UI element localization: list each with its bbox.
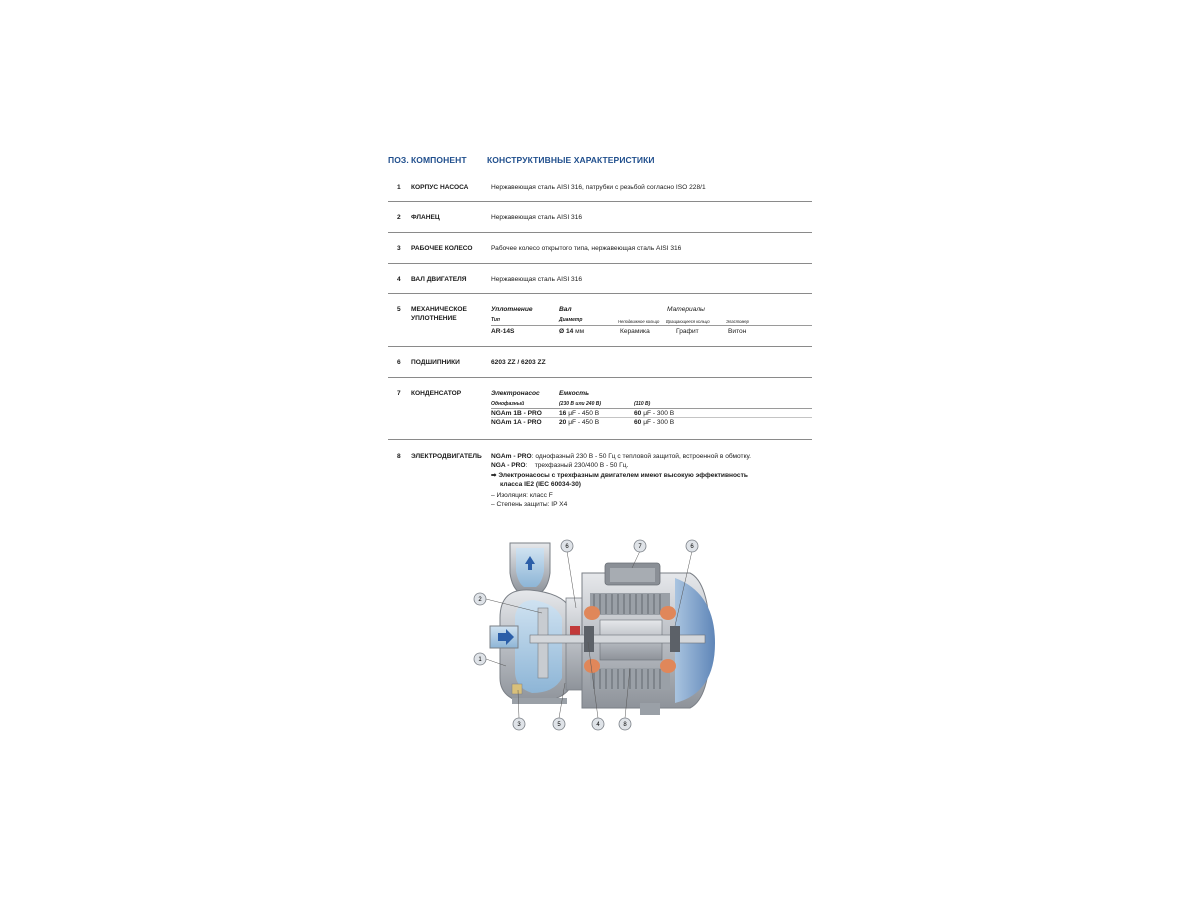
- motor-line-1-model: NGAm - PRO: [491, 453, 532, 460]
- row-component: РАБОЧЕЕ КОЛЕСО: [411, 245, 473, 252]
- row-component: ФЛАНЕЦ: [411, 214, 440, 221]
- motor-line-2-model: NGA - PRO: [491, 462, 526, 469]
- motor-line-1: [491, 452, 751, 461]
- seal-sub-rotating-ring: Вращающееся кольцо: [666, 319, 710, 324]
- callout-label: 5: [557, 722, 561, 728]
- seal-subheader-rule: [491, 325, 812, 326]
- callout-label: 6: [565, 544, 569, 550]
- seal-type: AR-14S: [491, 328, 515, 335]
- motor-note-text-1: Электронасосы с трехфазным двигателем имеют высокую эффективность: [498, 472, 748, 479]
- pump-cutaway-diagram: [470, 538, 720, 738]
- cap-c2-value: 60: [634, 419, 642, 426]
- row-component: КОРПУС НАСОСА: [411, 184, 469, 191]
- divider: [388, 263, 812, 264]
- bearing-rear: [670, 626, 680, 652]
- row-8: [388, 452, 812, 512]
- seal-sub-elastomer: Эластомер: [726, 319, 749, 324]
- row-number: 1: [397, 184, 401, 191]
- seal-col-seal: Уплотнение: [491, 306, 533, 313]
- callout-label: 1: [478, 657, 482, 663]
- header-characteristics: КОНСТРУКТИВНЫЕ ХАРАКТЕРИСТИКИ: [487, 155, 655, 165]
- cap-c1-unit: μF - 450 В: [568, 410, 600, 417]
- header-component: КОМПОНЕНТ: [411, 155, 467, 165]
- seal-sub-fixed-ring: Неподвижное кольцо: [618, 319, 660, 324]
- cap-model: NGAm 1A - PRO: [491, 419, 542, 426]
- divider: [388, 346, 812, 347]
- row-5: [388, 305, 812, 345]
- row-component-line2: УПЛОТНЕНИЕ: [411, 315, 457, 322]
- callout-label: 8: [623, 722, 627, 728]
- cap-col-pump: Электронасос: [491, 390, 540, 397]
- row-description: Рабочее колесо открытого типа, нержавеющая сталь AISI 316: [491, 245, 682, 252]
- row-description: Нержавеющая сталь AISI 316, патрубки с резьбой согласно ISO 228/1: [491, 184, 706, 191]
- row-number: 3: [397, 245, 401, 252]
- seal-sub-diameter: Диаметр: [559, 317, 583, 323]
- row-component: ВАЛ ДВИГАТЕЛЯ: [411, 276, 467, 283]
- callout-label: 6: [690, 544, 694, 550]
- row-number: 2: [397, 214, 401, 221]
- pump-body: [490, 590, 570, 704]
- seal-sub-type: Тип: [491, 317, 500, 323]
- row-number: 6: [397, 359, 401, 366]
- motor-line-1-text: : однофазный 230 В - 50 Гц с тепловой защитой, встроенной в обмотку.: [531, 453, 752, 460]
- motor-note-line-2: класса IE2 (IEC 60034-30): [500, 481, 581, 488]
- row-number: 7: [397, 390, 401, 397]
- cap-c2-unit: μF - 300 В: [643, 410, 675, 417]
- row-number: 5: [397, 306, 401, 313]
- seal-diameter-unit: мм: [575, 328, 585, 335]
- seal-col-shaft: Вал: [559, 306, 572, 313]
- cap-c2-value: 60: [634, 410, 642, 417]
- header-pos: ПОЗ.: [388, 155, 409, 165]
- motor-protection: – Степень защиты: IP X4: [491, 501, 568, 508]
- arrow-right-icon: ➡: [491, 472, 497, 479]
- row-component: КОНДЕНСАТОР: [411, 390, 462, 397]
- cap-model: NGAm 1B - PRO: [491, 410, 542, 417]
- divider: [388, 293, 812, 294]
- row-number: 4: [397, 276, 401, 283]
- row-7: [388, 389, 812, 431]
- divider: [388, 232, 812, 233]
- cap-c1-value: 20: [559, 419, 567, 426]
- callout-label: 4: [596, 722, 600, 728]
- seal-rotating-ring: Графит: [676, 328, 699, 335]
- cap-c2: [634, 418, 674, 427]
- motor-line-2: [491, 461, 628, 470]
- seal-diameter: [559, 327, 584, 336]
- cap-sub-110: (110 В): [634, 401, 651, 407]
- callout-label: 7: [638, 544, 642, 550]
- cap-c1-unit: μF - 450 В: [568, 419, 600, 426]
- motor-line-2-text: : трехфазный 230/400 В - 50 Гц.: [525, 462, 629, 469]
- divider: [388, 439, 812, 440]
- callout-label: 3: [517, 722, 521, 728]
- row-description: Нержавеющая сталь AISI 316: [491, 276, 583, 283]
- cap-col-capacity: Емкость: [559, 390, 590, 397]
- divider: [388, 377, 812, 378]
- cap-sub-230: (230 В или 240 В): [559, 401, 602, 407]
- row-description: 6203 ZZ / 6203 ZZ: [491, 359, 546, 366]
- seal-fixed-ring: Керамика: [620, 328, 650, 335]
- row-number: 8: [397, 453, 401, 460]
- cap-c1: [559, 418, 599, 427]
- cap-c1-value: 16: [559, 410, 567, 417]
- callout-label: 2: [478, 597, 482, 603]
- row-description: Нержавеющая сталь AISI 316: [491, 214, 583, 221]
- seal-diameter-value: Ø 14: [559, 328, 574, 335]
- row-component-line1: МЕХАНИЧЕСКОЕ: [411, 306, 467, 313]
- seal-col-materials: Материалы: [667, 306, 705, 313]
- cap-c2-unit: μF - 300 В: [643, 419, 675, 426]
- row-component: ПОДШИПНИКИ: [411, 359, 460, 366]
- motor-note-line-1: [491, 471, 748, 480]
- seal-elastomer: Витон: [728, 328, 747, 335]
- pump-outlet: [510, 543, 550, 593]
- row-component: ЭЛЕКТРОДВИГАТЕЛЬ: [411, 453, 482, 460]
- cap-sub-single: Однофазный: [491, 401, 525, 407]
- divider: [388, 201, 812, 202]
- motor-insulation: – Изоляция: класс F: [491, 492, 553, 499]
